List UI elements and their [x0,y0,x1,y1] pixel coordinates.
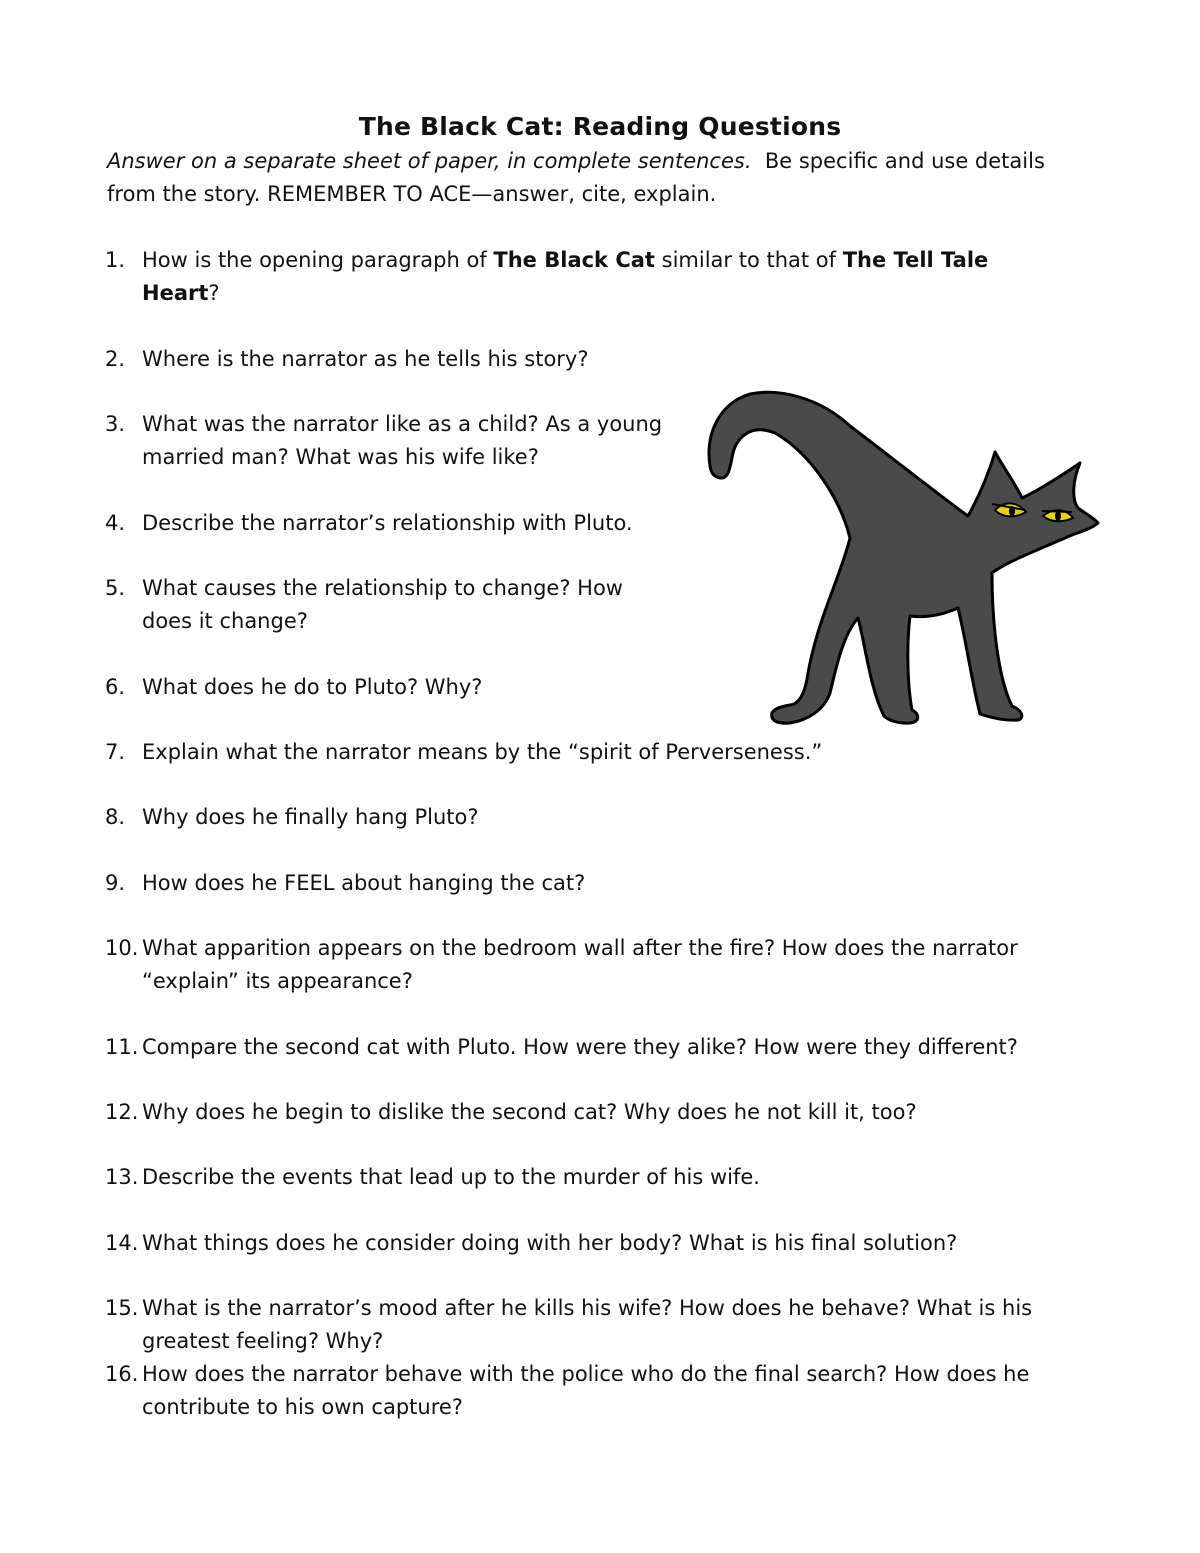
question-6 [105,671,695,704]
question-text: Where is the narrator as he tells his story? [142,347,589,371]
question-8 [105,801,1105,834]
question-3 [105,408,700,474]
question-number: 14. [105,1231,139,1255]
question-15 [105,1292,1105,1358]
cat-brow-right [1042,511,1072,512]
question-text: What does he do to Pluto? Why? [142,675,483,699]
question-number: 11. [105,1035,139,1059]
question-text: Explain what the narrator means by the “spirit of Perverseness.” [142,740,823,764]
question-12 [105,1096,1105,1129]
question-text: What was the narrator like as a child? As a young married man? What was his wife like? [142,412,663,469]
question-number: 6. [105,675,126,699]
question-number: 5. [105,576,126,600]
question-number: 9. [105,871,126,895]
instructions-italic: Answer on a separate sheet of paper, in complete sentences. [107,149,752,173]
question-text-post: ? [208,281,220,305]
page-title: The Black Cat: Reading Questions [358,112,842,141]
question-11 [105,1031,1105,1064]
question-2 [105,343,695,376]
question-number: 4. [105,511,126,535]
question-text-mid: similar to that of [654,248,843,272]
question-number: 16. [105,1362,139,1386]
question-number: 3. [105,412,126,436]
question-number: 7. [105,740,126,764]
question-number: 1. [105,248,126,272]
question-text: Compare the second cat with Pluto. How were they alike? How were they different? [142,1035,1018,1059]
instructions-rest-line1: Be specific and use details [751,149,1045,173]
question-13 [105,1161,1105,1194]
question-text: What causes the relationship to change? How does it change? [142,576,623,633]
question-1 [105,244,1055,310]
question-number: 12. [105,1100,139,1124]
question-number: 15. [105,1296,139,1320]
question-text: What is the narrator’s mood after he kills his wife? How does he behave? What is his greatest feeling? Why? [142,1296,1033,1353]
story-title-black-cat: The Black Cat [493,248,655,272]
question-text: Describe the events that lead up to the murder of his wife. [142,1165,760,1189]
question-text: Describe the narrator’s relationship with Pluto. [142,511,633,535]
question-text: How does he FEEL about hanging the cat? [142,871,586,895]
question-text: What apparition appears on the bedroom wall after the fire? How does the narrator “explain” its appearance? [142,936,1018,993]
instructions-rest-line2: from the story. REMEMBER TO ACE—answer, cite, explain. [107,182,717,206]
question-9 [105,867,1105,900]
question-7 [105,736,1105,769]
question-number: 10. [105,936,139,960]
instructions [107,145,1107,211]
question-number: 8. [105,805,126,829]
question-5 [105,572,665,638]
question-text: How does the narrator behave with the police who do the final search? How does he contribute to his own capture? [142,1362,1030,1419]
cat-body [709,392,1098,723]
question-text: Why does he begin to dislike the second cat? Why does he not kill it, too? [142,1100,917,1124]
question-text: Why does he finally hang Pluto? [142,805,479,829]
question-number: 2. [105,347,126,371]
question-10 [105,932,1105,998]
black-cat-icon [700,388,1102,728]
question-text-pre: How is the opening paragraph of [142,248,494,272]
question-number: 13. [105,1165,139,1189]
question-16 [105,1358,1105,1424]
question-text: What things does he consider doing with her body? What is his final solution? [142,1231,958,1255]
question-14 [105,1227,1105,1260]
story-title-tell-tale-heart: The Tell Tale Heart [142,248,989,305]
question-4 [105,507,695,540]
